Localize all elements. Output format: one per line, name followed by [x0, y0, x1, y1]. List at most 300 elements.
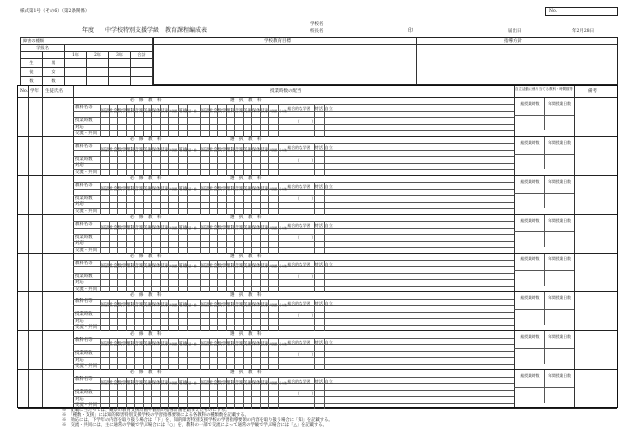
- subject-cell: 数学: [117, 338, 126, 351]
- grade-header: 学年: [30, 89, 39, 94]
- note-line: ※ 「種数・支援」には知的障害特別支援学校の学習指導要領による各教科の種類数を記載する。: [62, 413, 249, 419]
- subject-cell: 美術: [143, 338, 152, 351]
- subject-cell: 保体: [251, 338, 260, 351]
- subject-cell: 社会: [209, 299, 218, 312]
- total-hours-label: 総授業時数: [520, 100, 540, 106]
- special-hours-header: 自立活動に係り当てる教科・時間数等: [515, 86, 573, 91]
- subject-cell: 国語: [200, 143, 209, 156]
- subject-cell: 国語: [100, 182, 109, 195]
- student-block: [18, 331, 617, 370]
- special-activity-label: 特活: [314, 106, 323, 112]
- subject-cell: 社会: [109, 377, 118, 390]
- subject-cell: 技家: [260, 143, 269, 156]
- hours-label: 授業時数: [75, 390, 93, 396]
- subject-cell: 理科: [226, 143, 235, 156]
- grid-header: [18, 86, 617, 98]
- elective-title: 選 択 教 科: [230, 137, 262, 143]
- subject-cell: 保体: [151, 221, 160, 234]
- guidance-policy-label: 指導方針: [504, 38, 522, 44]
- subject-cell: 社会: [109, 260, 118, 273]
- subject-cell: 社会: [209, 260, 218, 273]
- independent-label: 自立: [324, 184, 333, 190]
- independent-label: 自立: [324, 145, 333, 151]
- subject-cell: 美術: [243, 338, 252, 351]
- correspond-label: 対応: [75, 318, 84, 324]
- subject-cell: 数学: [217, 260, 226, 273]
- independent-label: 自立: [324, 223, 333, 229]
- required-title: 必 修 教 科: [130, 98, 162, 104]
- subject-cell: 外国語: [268, 260, 277, 273]
- subject-cell: 外国語: [168, 377, 177, 390]
- yearly-days-label: 年間授業日数: [548, 178, 571, 184]
- hours-label: 授業時数: [75, 118, 93, 124]
- subject-cell: 数学: [117, 143, 126, 156]
- hours-label: 授業時数: [75, 195, 93, 201]
- subject-cell: 外国語: [168, 182, 177, 195]
- required-title: 必 修 教 科: [130, 214, 162, 220]
- subject-cell: 音楽: [234, 143, 243, 156]
- required-title: 必 修 教 科: [130, 253, 162, 259]
- subject-cell: 美術: [243, 299, 252, 312]
- subject-cell: 美術: [243, 182, 252, 195]
- subject-cell: 数学: [217, 104, 226, 117]
- subject-cell: 保体: [151, 299, 160, 312]
- yearly-days-label: 年間授業日数: [548, 373, 571, 378]
- submit-label: 届出日: [508, 29, 522, 34]
- remarks-header: 備考: [588, 89, 597, 94]
- exchange-label: 交流・共同: [75, 247, 97, 253]
- subject-cell: 数学: [117, 377, 126, 390]
- subject-cell: 外国語: [268, 221, 277, 234]
- hours-label: 授業時数: [75, 312, 93, 318]
- subject-cell: 理科: [126, 377, 135, 390]
- subject-cell: 外国語: [168, 338, 177, 351]
- subject-cell: 美術: [143, 299, 152, 312]
- subject-cell: 美術: [243, 260, 252, 273]
- note-line: ※ 効応には、下学年の内容を取り扱う場合は「下」を、知的障害特別支援学校の学習指導要領の内容を取り扱う場合に「知」を記載する。: [62, 418, 333, 424]
- subject-cell: 美術: [143, 143, 152, 156]
- subject-cell: 技家: [260, 260, 269, 273]
- hours-label: 授業時数: [75, 156, 93, 162]
- subject-cell: 理科: [226, 299, 235, 312]
- integrated-label: 総合的な学習: [287, 184, 311, 190]
- subject-cell: 保体: [251, 221, 260, 234]
- subject-cell: 道徳: [178, 182, 187, 195]
- subject-cell: 特活・総: [187, 182, 196, 195]
- date-label: 年2月28日: [572, 29, 595, 34]
- hours-label: 授業時数: [75, 234, 93, 240]
- student-block: [18, 137, 617, 176]
- subject-cell: その他: [278, 260, 287, 273]
- subject-cell: 保体: [151, 143, 160, 156]
- subject-cell: 道徳: [178, 104, 187, 117]
- total-hours-label: 総授業時数: [520, 178, 540, 184]
- subject-cell: 数学: [217, 221, 226, 234]
- subject-cell: 国語: [100, 143, 109, 156]
- subject-cell: 社会: [209, 377, 218, 390]
- subject-cell: 保体: [251, 143, 260, 156]
- subject-cell: 特活・総: [187, 260, 196, 273]
- subject-cell: 数学: [117, 182, 126, 195]
- subject-cell: 音楽: [234, 104, 243, 117]
- subject-cell: 美術: [143, 104, 152, 117]
- subject-cell: 技家: [160, 221, 169, 234]
- subject-cell: その他: [278, 143, 287, 156]
- page-title: 中学校特別支援学級 教育課程編成表: [105, 27, 208, 34]
- subject-cell: 技家: [160, 182, 169, 195]
- paren-field: （ ）: [295, 313, 316, 319]
- subject-cell: 音楽: [234, 338, 243, 351]
- subject-cell: 保体: [151, 260, 160, 273]
- subject-cell: 数学: [117, 104, 126, 117]
- subject-cell: 音楽: [134, 260, 143, 273]
- correspond-label: 対応: [75, 202, 84, 208]
- row-label: 女: [43, 68, 65, 77]
- subject-cell: 音楽: [134, 221, 143, 234]
- subject-cell: 国語: [200, 260, 209, 273]
- subject-cell: 技家: [160, 299, 169, 312]
- subject-cell: 美術: [243, 104, 252, 117]
- subject-cell: 外国語: [168, 104, 177, 117]
- notes: [62, 408, 622, 428]
- subject-cell: 音楽: [134, 143, 143, 156]
- subject-cell: 技家: [160, 377, 169, 390]
- subject-cell: 音楽: [134, 338, 143, 351]
- total-hours-label: 総授業時数: [520, 295, 540, 301]
- subject-cell: 美術: [143, 221, 152, 234]
- subject-cell: 数学: [217, 143, 226, 156]
- yearly-days-label: 年間授業日数: [548, 100, 571, 106]
- elective-title: 選 択 教 科: [230, 253, 262, 259]
- class-status-table: [20, 37, 153, 86]
- correspond-label: 対応: [75, 396, 84, 402]
- subject-cell: 国語: [200, 377, 209, 390]
- grade-header: 3年: [109, 52, 131, 59]
- subject-cell: 数学: [117, 221, 126, 234]
- subject-cell: 数学: [217, 182, 226, 195]
- subject-cell: 音楽: [134, 377, 143, 390]
- subject-cell: 保体: [151, 104, 160, 117]
- grade-header: 2年: [87, 52, 109, 59]
- subject-label: 教科名等: [75, 377, 93, 383]
- independent-label: 自立: [324, 378, 333, 384]
- paren-field: （ ）: [295, 118, 316, 124]
- integrated-label: 総合的な学習: [287, 106, 311, 112]
- subject-cell: 社会: [109, 143, 118, 156]
- exchange-label: 交流・共同: [75, 364, 97, 370]
- subject-cell: 理科: [126, 182, 135, 195]
- subject-cell: 音楽: [234, 260, 243, 273]
- student-block: [18, 215, 617, 254]
- subject-cell: 外国語: [268, 299, 277, 312]
- elective-title: 選 択 教 科: [230, 176, 262, 182]
- subject-cell: 国語: [100, 221, 109, 234]
- subject-cell: その他: [278, 377, 287, 390]
- hours-label: 授業時数: [75, 351, 93, 357]
- subject-cell: 外国語: [268, 377, 277, 390]
- subject-cell: 技家: [160, 260, 169, 273]
- subject-cell: 理科: [226, 104, 235, 117]
- subject-cell: 国語: [200, 338, 209, 351]
- correspond-label: 対応: [75, 163, 84, 169]
- row-label: 数: [43, 77, 65, 86]
- correspond-label: 対応: [75, 241, 84, 247]
- paren-field: （ ）: [295, 235, 316, 241]
- subject-cell: 国語: [100, 104, 109, 117]
- paren-field: （ ）: [295, 157, 316, 163]
- subject-label: 教科名等: [75, 260, 93, 266]
- subject-cell: 理科: [226, 377, 235, 390]
- subject-cell: 音楽: [234, 299, 243, 312]
- elective-title: 選 択 教 科: [230, 292, 262, 298]
- subject-cell: 国語: [100, 299, 109, 312]
- subject-cell: 国語: [200, 221, 209, 234]
- subject-cell: 理科: [126, 338, 135, 351]
- row-label: 男: [43, 59, 65, 68]
- subject-cell: 外国語: [268, 338, 277, 351]
- school-goal-label: 学校教育目標: [264, 38, 291, 44]
- yearly-days-label: 年間授業日数: [548, 139, 571, 145]
- special-activity-label: 特活: [314, 261, 323, 267]
- total-hours-label: 総授業時数: [520, 373, 540, 378]
- subject-cell: 美術: [143, 260, 152, 273]
- exchange-label: 交流・共同: [75, 325, 97, 331]
- no-header: No.: [20, 89, 28, 94]
- subject-cell: 国語: [200, 104, 209, 117]
- number-box: [545, 7, 618, 16]
- required-title: 必 修 教 科: [130, 370, 162, 376]
- exchange-label: 交流・共同: [75, 403, 97, 409]
- paren-field: （ ）: [295, 274, 316, 280]
- subject-cell: 技家: [260, 299, 269, 312]
- subject-cell: 技家: [260, 377, 269, 390]
- subject-cell: 理科: [226, 338, 235, 351]
- subject-cell: 数学: [117, 299, 126, 312]
- subject-cell: 理科: [226, 260, 235, 273]
- title-prefix: 年度: [82, 27, 95, 34]
- subject-cell: 外国語: [168, 143, 177, 156]
- curriculum-grid: [17, 85, 618, 408]
- integrated-label: 総合的な学習: [287, 223, 311, 229]
- subject-cell: 技家: [160, 338, 169, 351]
- subject-cell: その他: [278, 182, 287, 195]
- total-hours-label: 総授業時数: [520, 334, 540, 340]
- subject-label: 教科名等: [75, 105, 93, 111]
- paren-field: （ ）: [295, 351, 316, 357]
- subject-cell: 国語: [100, 377, 109, 390]
- subject-cell: 音楽: [134, 182, 143, 195]
- subject-cell: 社会: [109, 338, 118, 351]
- subject-cell: 国語: [100, 338, 109, 351]
- student-name-header: 生徒氏名: [45, 89, 63, 94]
- subject-cell: 技家: [260, 221, 269, 234]
- side-char: 数: [21, 77, 43, 86]
- side-char: 徒: [21, 68, 43, 77]
- integrated-label: 総合的な学習: [287, 378, 311, 384]
- student-block: [18, 292, 617, 331]
- independent-label: 自立: [324, 339, 333, 345]
- correspond-label: 対応: [75, 357, 84, 363]
- student-block: [18, 254, 617, 293]
- subject-cell: 数学: [217, 338, 226, 351]
- subject-cell: 保体: [151, 182, 160, 195]
- subject-cell: その他: [278, 221, 287, 234]
- independent-label: 自立: [324, 300, 333, 306]
- independent-label: 自立: [324, 106, 333, 112]
- subject-cell: 保体: [151, 377, 160, 390]
- subject-cell: 技家: [260, 104, 269, 117]
- subject-label: 教科名等: [75, 143, 93, 149]
- subject-cell: 社会: [109, 182, 118, 195]
- student-block: [18, 370, 617, 409]
- yearly-days-label: 年間授業日数: [548, 334, 571, 340]
- special-activity-label: 特活: [314, 184, 323, 190]
- subject-cell: 道徳: [178, 377, 187, 390]
- subject-cell: その他: [278, 299, 287, 312]
- subject-cell: 外国語: [268, 182, 277, 195]
- subject-cell: その他: [278, 104, 287, 117]
- required-title: 必 修 教 科: [130, 331, 162, 337]
- subject-cell: 社会: [109, 104, 118, 117]
- allocation-header: 授業時数の配当: [270, 89, 302, 94]
- subject-cell: その他: [278, 338, 287, 351]
- school-name-label: 学校名: [310, 22, 324, 27]
- subject-cell: 保体: [151, 338, 160, 351]
- subject-cell: 社会: [209, 338, 218, 351]
- subject-cell: 技家: [260, 338, 269, 351]
- subject-cell: 道徳: [178, 260, 187, 273]
- subject-cell: 理科: [126, 221, 135, 234]
- integrated-label: 総合的な学習: [287, 300, 311, 306]
- exchange-label: 交流・共同: [75, 169, 97, 175]
- subject-cell: 美術: [143, 182, 152, 195]
- grade-header: 合計: [131, 52, 153, 59]
- special-activity-label: 特活: [314, 378, 323, 384]
- subject-cell: 特活・総: [187, 299, 196, 312]
- subject-cell: 保体: [251, 182, 260, 195]
- elective-title: 選 択 教 科: [230, 98, 262, 104]
- subject-cell: 技家: [160, 104, 169, 117]
- subject-cell: 特活・総: [187, 143, 196, 156]
- subject-cell: 道徳: [178, 143, 187, 156]
- subject-cell: 理科: [226, 221, 235, 234]
- subject-label: 教科名等: [75, 182, 93, 188]
- yearly-days-label: 年間授業日数: [548, 295, 571, 301]
- subject-label: 教科名等: [75, 299, 93, 305]
- subject-cell: 国語: [200, 182, 209, 195]
- subject-cell: 道徳: [178, 338, 187, 351]
- subject-cell: 美術: [143, 377, 152, 390]
- seal-label: 印: [408, 28, 414, 34]
- subject-cell: 特活・総: [187, 104, 196, 117]
- subject-cell: 美術: [243, 377, 252, 390]
- subject-cell: 数学: [117, 260, 126, 273]
- subject-cell: 美術: [243, 221, 252, 234]
- subject-cell: 特活・総: [187, 338, 196, 351]
- paren-field: （ ）: [295, 390, 316, 396]
- subject-cell: 保体: [251, 104, 260, 117]
- subject-cell: 社会: [209, 221, 218, 234]
- subject-cell: 特活・総: [187, 377, 196, 390]
- note-line: ※ 交流・共同には、主に通常の学級で学ぶ場合には「○」を、教科の一部で交流によって通常の学級で学ぶ場合には「△」を記載する。: [62, 423, 327, 429]
- subject-cell: 数学: [217, 377, 226, 390]
- subject-cell: 社会: [209, 182, 218, 195]
- student-block: [18, 176, 617, 215]
- subject-cell: 理科: [126, 143, 135, 156]
- paren-field: （ ）: [295, 196, 316, 202]
- yearly-days-label: 年間授業日数: [548, 256, 571, 262]
- special-activity-label: 特活: [314, 223, 323, 229]
- subject-cell: 社会: [209, 104, 218, 117]
- subject-cell: 外国語: [168, 221, 177, 234]
- special-activity-label: 特活: [314, 145, 323, 151]
- side-char: 生: [21, 59, 43, 68]
- required-title: 必 修 教 科: [130, 292, 162, 298]
- subject-cell: 保体: [251, 377, 260, 390]
- subject-cell: 道徳: [178, 299, 187, 312]
- yearly-days-label: 年間授業日数: [548, 217, 571, 223]
- subject-cell: 国語: [200, 299, 209, 312]
- subject-cell: 音楽: [234, 377, 243, 390]
- special-activity-label: 特活: [314, 300, 323, 306]
- subject-cell: 理科: [126, 299, 135, 312]
- elective-title: 選 択 教 科: [230, 214, 262, 220]
- integrated-label: 総合的な学習: [287, 261, 311, 267]
- student-block: [18, 98, 617, 137]
- goal-policy-box: [153, 37, 618, 85]
- required-title: 必 修 教 科: [130, 176, 162, 182]
- subject-cell: 技家: [260, 182, 269, 195]
- subject-cell: 道徳: [178, 221, 187, 234]
- subject-cell: 音楽: [234, 221, 243, 234]
- elective-title: 選 択 教 科: [230, 331, 262, 337]
- subject-cell: 音楽: [134, 104, 143, 117]
- exchange-label: 交流・共同: [75, 131, 97, 137]
- elective-title: 選 択 教 科: [230, 370, 262, 376]
- integrated-label: 総合的な学習: [287, 339, 311, 345]
- subject-label: 教科名等: [75, 338, 93, 344]
- subject-cell: 外国語: [268, 104, 277, 117]
- subject-cell: 理科: [126, 104, 135, 117]
- exchange-label: 交流・共同: [75, 208, 97, 214]
- subject-cell: 国語: [100, 260, 109, 273]
- form-label: 様式第1号（その6）（第2条関係）: [20, 9, 90, 14]
- note-line: ※ 記載に当たっては、観察の教育支援計画や個別の指導計画を踏まえたものにする。: [62, 408, 230, 413]
- subject-cell: 社会: [109, 299, 118, 312]
- subject-cell: 社会: [109, 221, 118, 234]
- subject-cell: 特活・総: [187, 221, 196, 234]
- required-title: 必 修 教 科: [130, 137, 162, 143]
- subject-cell: 外国語: [268, 143, 277, 156]
- integrated-label: 総合的な学習: [287, 145, 311, 151]
- subject-cell: 外国語: [168, 260, 177, 273]
- subject-cell: 美術: [243, 143, 252, 156]
- class-name-label: 学級名: [21, 45, 65, 52]
- no-label: No.: [549, 9, 557, 14]
- disability-type-label: 障害の種類: [21, 38, 153, 45]
- correspond-label: 対応: [75, 280, 84, 286]
- total-hours-label: 総授業時数: [520, 217, 540, 223]
- subject-cell: 保体: [251, 299, 260, 312]
- exchange-label: 交流・共同: [75, 286, 97, 292]
- total-hours-label: 総授業時数: [520, 256, 540, 262]
- subject-cell: 数学: [217, 299, 226, 312]
- total-hours-label: 総授業時数: [520, 139, 540, 145]
- subject-cell: 保体: [251, 260, 260, 273]
- subject-cell: 音楽: [134, 299, 143, 312]
- subject-cell: 理科: [126, 260, 135, 273]
- subject-cell: 理科: [226, 182, 235, 195]
